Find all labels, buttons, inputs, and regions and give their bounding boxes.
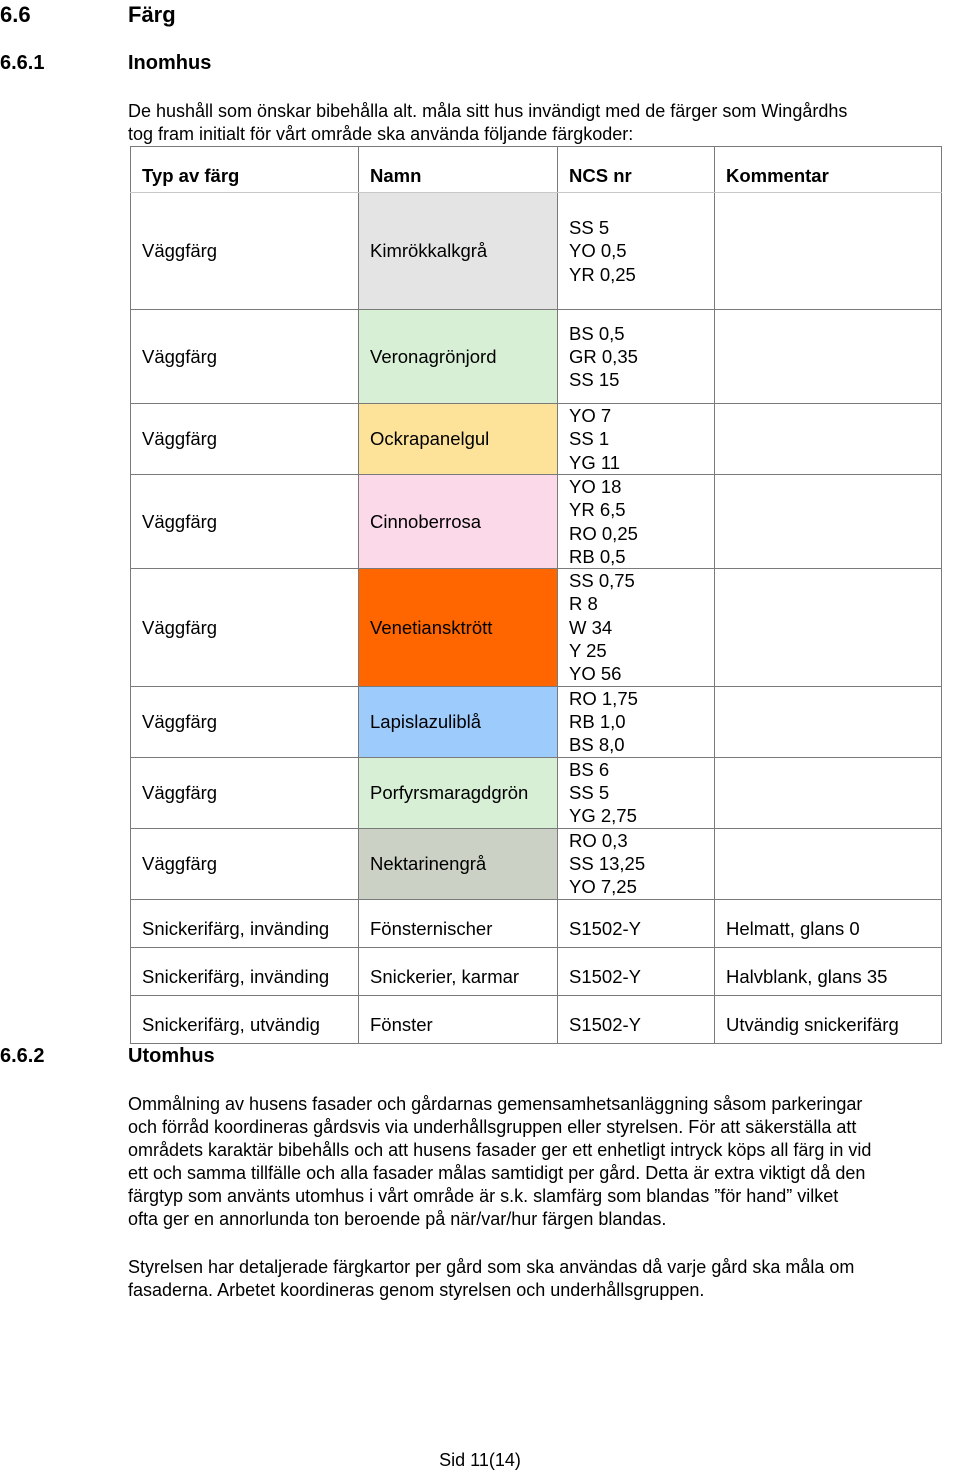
subsection-outdoor-title: Utomhus: [128, 1045, 215, 1067]
ncs-code: YO 56: [569, 663, 622, 685]
page-footer: Sid 11(14): [439, 1450, 521, 1470]
ncs-code: W 34: [569, 616, 613, 638]
cell-name-swatch: Cinnoberrosa: [359, 475, 558, 569]
outdoor-p1-line: och förråd koordineras gårdsvis via underhållsgruppen eller styrelsen. För att säkerställa att: [128, 1117, 857, 1137]
subsection-indoor-number: 6.6.1: [0, 52, 45, 74]
section-number: 6.6: [0, 2, 31, 27]
ncs-code: BS 6: [569, 758, 610, 780]
table-row: [131, 193, 942, 310]
outdoor-p1-line: ofta ger en annorlunda ton beroende på när/var/hur färgen blandas.: [128, 1209, 667, 1229]
cell-ncs: [558, 404, 715, 475]
ncs-code: SS 5: [569, 781, 610, 803]
ncs-code: YO 0,5: [569, 240, 627, 262]
outdoor-p1-line: Ommålning av husens fasader och gårdarnas gemensamhetsanläggning såsom parkeringar: [128, 1094, 863, 1114]
cell-comment: [715, 404, 942, 475]
ncs-code: RB 1,0: [569, 710, 626, 732]
table-row: [131, 995, 942, 1043]
outdoor-p2-line: Styrelsen har detaljerade färgkartor per gård som ska användas då varje gård ska måla om: [128, 1257, 855, 1277]
indoor-intro: [128, 100, 847, 146]
ncs-code: YR 0,25: [569, 263, 636, 285]
ncs-code: SS 15: [569, 369, 620, 391]
outdoor-p1-line: färgtyp som använts utomhus i vårt område är s.k. slamfärg som blandas ”för hand” vilket: [128, 1186, 839, 1206]
cell-type: Väggfärg: [131, 404, 359, 475]
cell-comment: [715, 193, 942, 310]
cell-comment: [715, 757, 942, 828]
cell-comment: Halvblank, glans 35: [715, 947, 942, 995]
cell-ncs: [558, 828, 715, 899]
ncs-code: R 8: [569, 593, 598, 615]
cell-ncs: [558, 569, 715, 686]
subsection-outdoor-number: 6.6.2: [0, 1045, 45, 1067]
cell-type: Väggfärg: [131, 475, 359, 569]
outdoor-p2-line: fasaderna. Arbetet koordineras genom styrelsen och underhållsgruppen.: [128, 1280, 705, 1300]
table-row: [131, 569, 942, 686]
cell-name-swatch: Veronagrönjord: [359, 310, 558, 404]
ncs-code: RO 0,3: [569, 829, 628, 851]
cell-name-swatch: Lapislazuliblå: [359, 686, 558, 757]
ncs-code: YR 6,5: [569, 499, 626, 521]
cell-name-swatch: Porfyrsmaragdgrön: [359, 757, 558, 828]
table-row: [131, 686, 942, 757]
ncs-code: YO 7,25: [569, 876, 637, 898]
cell-name: Snickerier, karmar: [359, 947, 558, 995]
ncs-code: Y 25: [569, 640, 607, 662]
cell-name-swatch: Venetiansktrött: [359, 569, 558, 686]
cell-comment: [715, 310, 942, 404]
cell-name-swatch: Kimrökkalkgrå: [359, 193, 558, 310]
outdoor-paragraph-1: [128, 1093, 960, 1231]
ncs-code: RO 0,25: [569, 522, 638, 544]
ncs-code: SS 5: [569, 217, 610, 239]
table-row: [131, 947, 942, 995]
cell-type: Väggfärg: [131, 828, 359, 899]
subsection-indoor-title: Inomhus: [128, 52, 212, 74]
table-row: [131, 310, 942, 404]
cell-comment: [715, 828, 942, 899]
table-row: [131, 757, 942, 828]
table-row: [131, 475, 942, 569]
section-title: Färg: [128, 2, 176, 27]
color-table: [130, 146, 942, 1044]
ncs-code: YO 18: [569, 476, 622, 497]
outdoor-p1-line: ett och samma tillfälle och alla fasader målas samtidigt per gård. Detta är extra viktigt då den: [128, 1163, 866, 1183]
ncs-code: YG 2,75: [569, 805, 637, 827]
cell-comment: Utvändig snickerifärg: [715, 995, 942, 1043]
cell-type: Väggfärg: [131, 310, 359, 404]
cell-type: Snickerifärg, invänding: [131, 899, 359, 947]
header-type: Typ av färg: [131, 147, 359, 193]
cell-type: Snickerifärg, invänding: [131, 947, 359, 995]
cell-ncs: [558, 757, 715, 828]
ncs-code: YG 11: [569, 451, 621, 473]
cell-type: Väggfärg: [131, 686, 359, 757]
cell-type: Väggfärg: [131, 757, 359, 828]
ncs-code: GR 0,35: [569, 345, 638, 367]
cell-comment: [715, 686, 942, 757]
table-row: [131, 899, 942, 947]
cell-ncs: [558, 310, 715, 404]
header-name: Namn: [359, 147, 558, 193]
ncs-code: YO 7: [569, 405, 612, 427]
cell-ncs: S1502-Y: [558, 995, 715, 1043]
header-comment: Kommentar: [715, 147, 942, 193]
ncs-code: RO 1,75: [569, 687, 638, 709]
cell-ncs: S1502-Y: [558, 899, 715, 947]
cell-comment: [715, 569, 942, 686]
cell-ncs: [558, 193, 715, 310]
ncs-code: SS 0,75: [569, 570, 635, 592]
table-row: [131, 828, 942, 899]
outdoor-p1-line: områdets karaktär bibehålls och att husens fasader ger ett enhetligt intryck köps all färg in vid: [128, 1140, 872, 1160]
cell-type: Väggfärg: [131, 569, 359, 686]
cell-type: Väggfärg: [131, 193, 359, 310]
table-row: [131, 404, 942, 475]
ncs-code: BS 8,0: [569, 734, 625, 756]
ncs-code: RB 0,5: [569, 545, 626, 567]
cell-name: Fönsternischer: [359, 899, 558, 947]
cell-name-swatch: Nektarinengrå: [359, 828, 558, 899]
outdoor-paragraph-2: [128, 1256, 854, 1302]
cell-ncs: [558, 686, 715, 757]
cell-ncs: [558, 475, 715, 569]
cell-type: Snickerifärg, utvändig: [131, 995, 359, 1043]
cell-comment: Helmatt, glans 0: [715, 899, 942, 947]
cell-name: Fönster: [359, 995, 558, 1043]
indoor-intro-line: De hushåll som önskar bibehålla alt. måla sitt hus invändigt med de färger som Wingårdhs: [128, 101, 848, 121]
ncs-code: BS 0,5: [569, 322, 625, 344]
ncs-code: SS 13,25: [569, 852, 646, 874]
ncs-code: SS 1: [569, 428, 610, 450]
cell-ncs: S1502-Y: [558, 947, 715, 995]
cell-comment: [715, 475, 942, 569]
cell-name-swatch: Ockrapanelgul: [359, 404, 558, 475]
table-header-row: [131, 147, 942, 193]
header-ncs: NCS nr: [558, 147, 715, 193]
indoor-intro-line: tog fram initialt för vårt område ska använda följande färgkoder:: [128, 124, 634, 144]
